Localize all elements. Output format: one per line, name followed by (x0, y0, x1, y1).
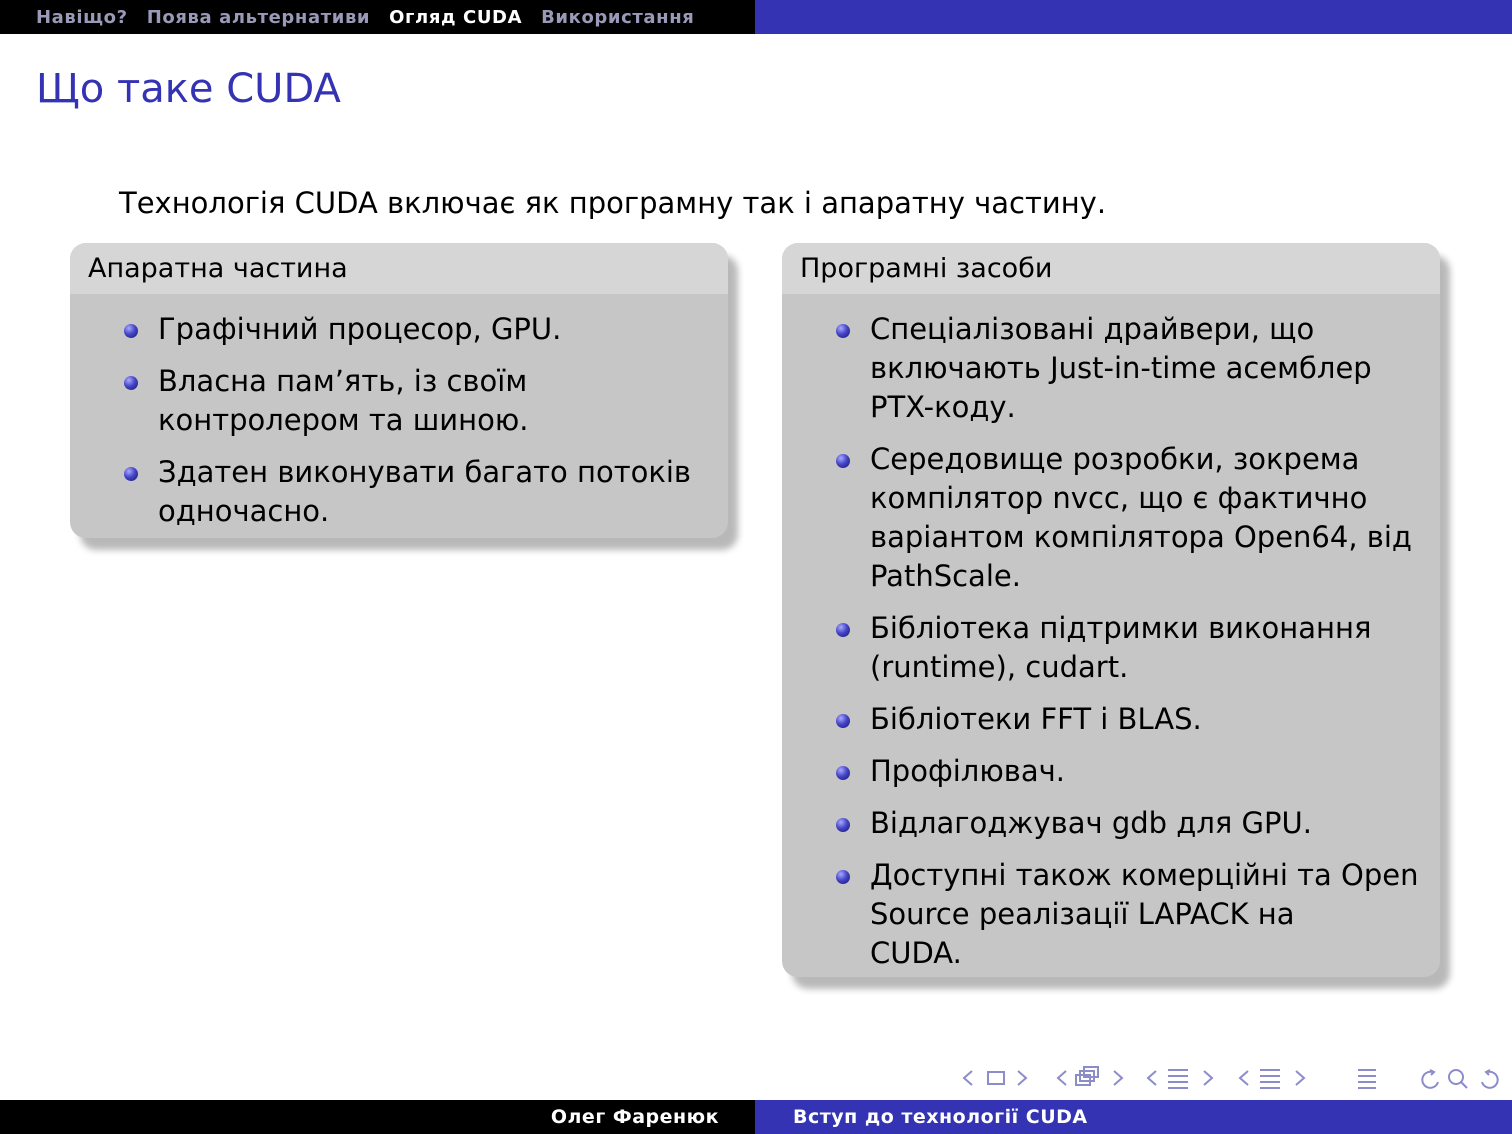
list-item (782, 700, 1440, 739)
nav-section-why[interactable]: Навіщо? (36, 6, 128, 28)
frame-title: Що таке CUDA (36, 66, 341, 112)
bullet-icon (836, 623, 850, 637)
hardware-block (70, 243, 728, 538)
list-item-line: Здатен виконувати багато потоків (158, 455, 691, 489)
list-item-line: CUDA. (870, 936, 962, 970)
bullet-icon (836, 454, 850, 468)
footer-title: Вступ до технології CUDA (755, 1100, 1512, 1134)
list-item-line: Source реалізації LAPACK на (870, 897, 1295, 931)
list-item (782, 856, 1440, 973)
nav-part-prev-next[interactable] (1236, 1064, 1312, 1092)
list-item-line: Власна пам’ять, із своїм (158, 364, 528, 398)
software-block (782, 243, 1440, 977)
nav-subsection-prev-next[interactable] (1054, 1064, 1130, 1092)
list-item (782, 310, 1440, 427)
bullet-icon (836, 324, 850, 338)
list-item-line: Середовище розробки, зокрема (870, 442, 1360, 476)
software-block-title: Програмні засоби (782, 243, 1440, 294)
bullet-icon (836, 818, 850, 832)
nav-frame-prev-next[interactable] (960, 1064, 1036, 1092)
nav-section-alternatives[interactable]: Поява альтернативи (146, 6, 371, 28)
list-item-line: варіантом компілятора Open64, від (870, 520, 1412, 554)
list-item-line: Відлагоджувач gdb для GPU. (870, 806, 1312, 840)
software-list (782, 294, 1440, 973)
list-item-line: Доступні також комерційні та Open (870, 858, 1419, 892)
footer-author: Олег Фаренюк (0, 1100, 755, 1134)
bullet-icon (124, 324, 138, 338)
bullet-icon (836, 766, 850, 780)
list-item-line: PTX-коду. (870, 390, 1016, 424)
nav-section-usage[interactable]: Використання (541, 6, 695, 28)
nav-section-cuda-overview[interactable]: Огляд CUDA (389, 6, 523, 28)
footline-bar (0, 1100, 1512, 1134)
intro-text: Технологія CUDA включає як програмну так і апаратну частину. (119, 186, 1107, 220)
headline-bar (0, 0, 1512, 34)
list-item-line: включають Just-in-time асемблер (870, 351, 1372, 385)
section-navigation (0, 0, 755, 34)
list-item-line: одночасно. (158, 494, 330, 528)
list-item-line: Профілювач. (870, 754, 1065, 788)
list-item-line: контролером та шиною. (158, 403, 529, 437)
list-item (782, 609, 1440, 687)
list-item-line: Бібліотеки FFT і BLAS. (870, 702, 1202, 736)
bullet-icon (836, 870, 850, 884)
list-item (70, 310, 728, 349)
nav-section-prev-next[interactable] (1144, 1064, 1220, 1092)
list-item (782, 440, 1440, 596)
list-item (70, 362, 728, 440)
list-item (782, 804, 1440, 843)
hardware-list (70, 294, 728, 531)
hardware-block-title: Апаратна частина (70, 243, 728, 294)
bullet-icon (124, 376, 138, 390)
bullet-icon (124, 467, 138, 481)
nav-document-icon[interactable] (1354, 1064, 1380, 1092)
list-item-line: PathScale. (870, 559, 1021, 593)
list-item-line: Бібліотека підтримки виконання (870, 611, 1372, 645)
list-item (782, 752, 1440, 791)
nav-search-icon[interactable] (1418, 1064, 1502, 1092)
list-item-line: Графічний процесор, GPU. (158, 312, 562, 346)
list-item-line: Спеціалізовані драйвери, що (870, 312, 1315, 346)
list-item-line: (runtime), cudart. (870, 650, 1129, 684)
bullet-icon (836, 714, 850, 728)
headline-color-bar (755, 0, 1512, 34)
list-item (70, 453, 728, 531)
list-item-line: компілятор nvcc, що є фактично (870, 481, 1368, 515)
